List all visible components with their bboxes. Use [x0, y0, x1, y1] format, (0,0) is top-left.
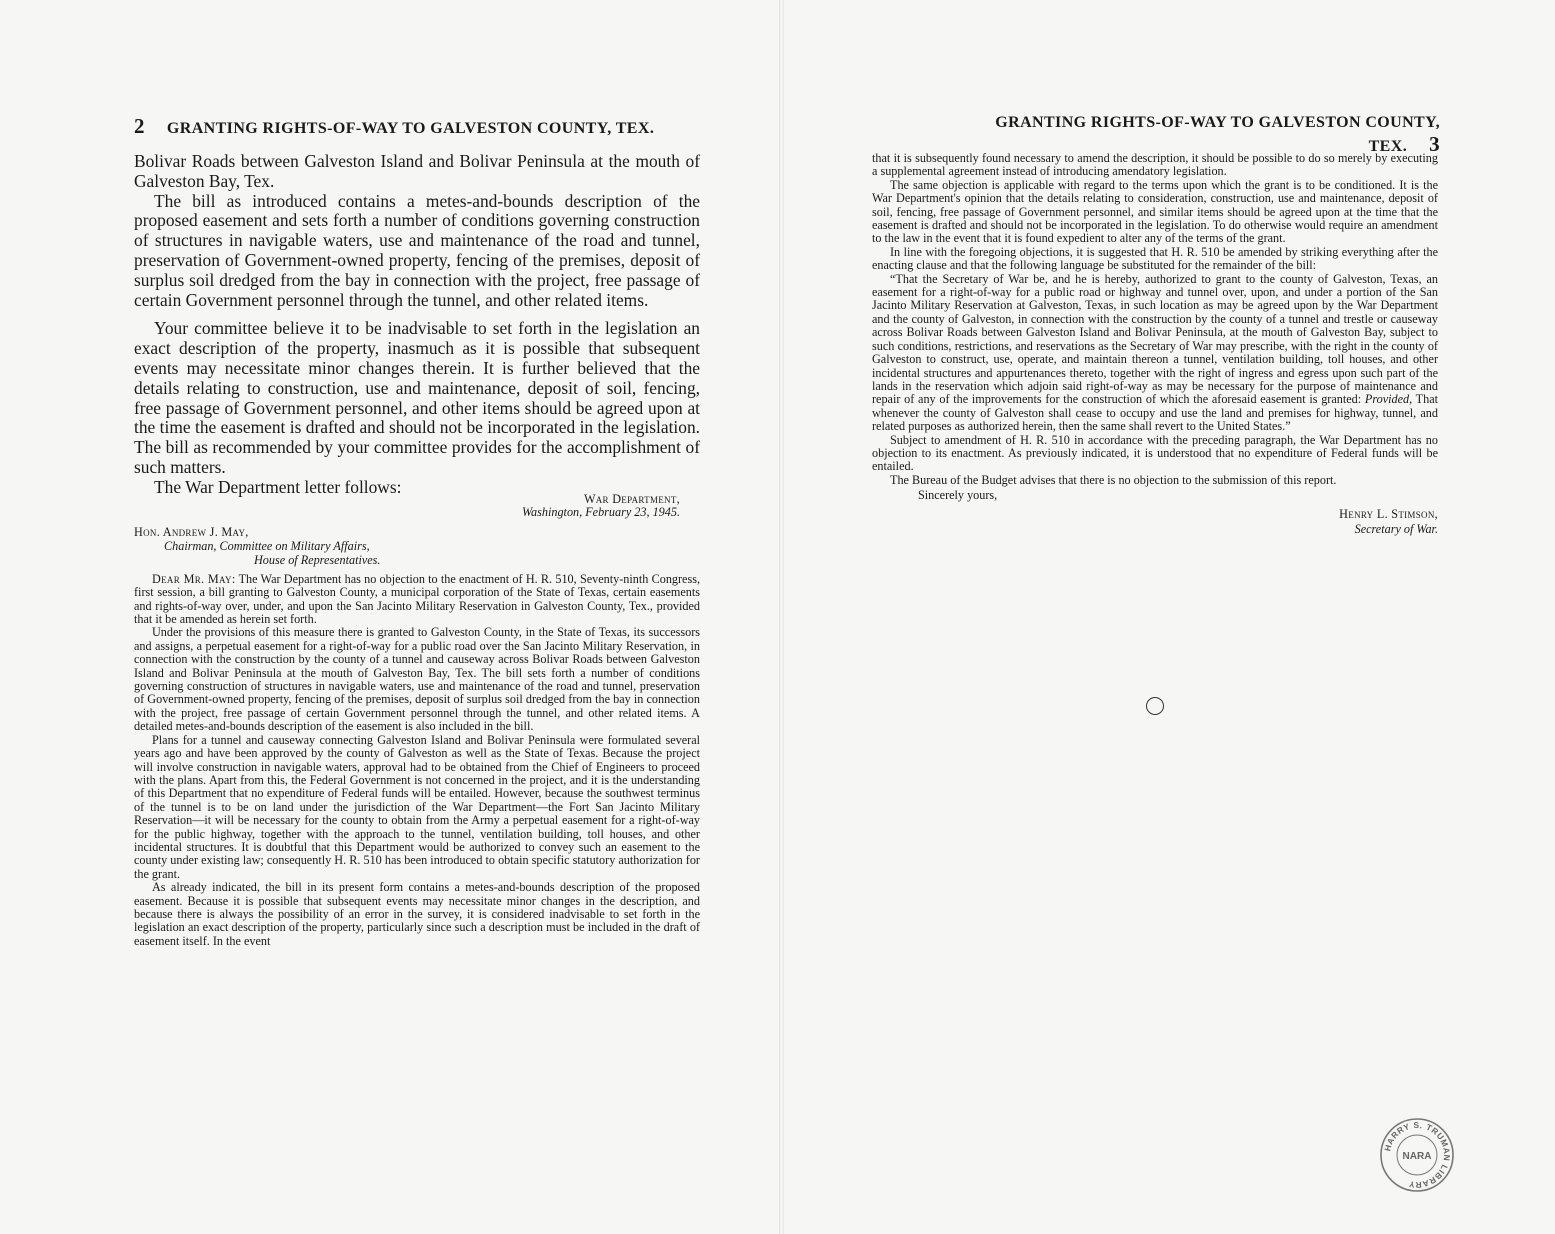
- letter-address: [134, 525, 700, 567]
- committee-report-text: [134, 152, 700, 498]
- letter-closing: Sincerely yours,: [918, 488, 998, 503]
- left-page-number: 2: [134, 114, 145, 138]
- letter-paragraph: Subject to amendment of H. R. 510 in accordance with the preceding paragraph, the War Department has no objection to its enactment. As previously indicated, it is understood that no expenditure of Federal funds will be entailed.: [872, 432, 1438, 474]
- letter-paragraph: As already indicated, the bill in its present form contains a metes-and-bounds description of the proposed easement. Because it is possible that subsequent events may necessitate minor changes in the description, and because there is always the possibility of an error in the survey, it is considered inadvisable to set forth in the legislation an exact description of the property, particularly since such a description must be included in the draft of easement itself. In the event: [134, 880, 700, 948]
- left-running-title: GRANTING RIGHTS-OF-WAY TO GALVESTON COUNTY, TEX.: [166, 120, 655, 137]
- letter-paragraph: that it is subsequently found necessary to amend the description, it should be possible to do so merely by executing a supplemental agreement instead of introducing amendatory legislation.: [872, 151, 1438, 179]
- addressee-body: House of Representatives.: [254, 552, 381, 567]
- salutation: Dear Mr. May:: [152, 571, 236, 586]
- report-paragraph: The War Department letter follows:: [154, 476, 402, 497]
- addressee-name: Hon. Andrew J. May,: [134, 524, 249, 539]
- letter-paragraph: In line with the foregoing objections, it is suggested that H. R. 510 be amended by striking everything after the enacting clause and that the following language be substituted for the remainder of the bill:: [872, 244, 1438, 273]
- page-gutter: [779, 0, 784, 1234]
- left-running-head: [134, 114, 714, 139]
- nara-library-stamp: [1378, 1116, 1456, 1194]
- proposed-language-quote: “That the Secretary of War be, and he is hereby, authorized to grant to the county of Galveston, Texas, an easement for a right-of-way for a public road or highway and tunnel over, upon, and under a portion of the San Jacinto Military Reservation at Galveston, Texas, in such location as may be agreed upon by the War Department and the county of Galveston, in connection with the construction by the county of a tunnel and trestle or causeway across Bolivar Roads between Galveston Island and Bolivar Peninsula, at the mouth of Galveston Bay, subject to such conditions, restrictions, and reservations as the Secretary of War may prescribe, with the right in the county of Galveston to construct, use, operate, and maintain thereon a tunnel, ventilation building, toll houses, and other incidental structures and appurtenances thereto, together with the right of ingress and egress upon such part of the lands in the reservation which adjoin said right-of-way as may be necessary for the purpose of maintenance and repair of any of the improvements for the construction of which the aforesaid easement is granted: Provided, That whenever the county of Galveston shall cease to occupy and use the land and premises for highway, tunnel, and related purposes as authorized herein, then the same shall revert to the United States.”: [872, 271, 1439, 434]
- letter-paragraph: Plans for a tunnel and causeway connecting Galveston Island and Bolivar Peninsula were formulated several years ago and have been approved by the county of Galveston as well as the State of Texas. Because the project will involve construction in navigable waters, approval had to be obtained from the Chief of Engineers to proceed with the plans. Apart from this, the Federal Government is not concerned in the project, and it is the understanding of this Department that no expenditure of Federal funds will be entailed. However, because the southwest terminus of the tunnel is to be on land under the jurisdiction of the War Department—the Fort San Jacinto Military Reservation—it will be necessary for the county to obtain from the Army a perpetual easement for a right-of-way for the public highway, together with the approach to the tunnel, ventilation building, toll houses, and other incidental structures. It is doubtful that this Department would be authorized to convey such an easement to the county under existing law; consequently H. R. 510 has been introduced to obtain specific statutory authorization for the grant.: [134, 732, 700, 881]
- letter-department: War Department,: [583, 492, 680, 506]
- right-page-number: 3: [1429, 132, 1440, 156]
- letter-dateline: Washington, February 23, 1945.: [522, 505, 680, 520]
- report-paragraph: The bill as introduced contains a metes-and-bounds description of the proposed easement and sets forth a number of conditions governing construction of structures in navigable waters, use and maintenance of the road and tunnel, preservation of Government-owned property, fencing of the premises, deposit of surplus soil dredged from the bay in connection with the project, free passage of certain Government personnel through the tunnel, and other related items.: [134, 190, 700, 310]
- war-department-letter: [134, 493, 700, 948]
- signer-title: Secretary of War.: [1354, 521, 1438, 536]
- circle-mark: [1146, 697, 1164, 715]
- report-paragraph: Your committee believe it to be inadvisable to set forth in the legislation an exact description of the property, inasmuch as it is possible that subsequent events may necessitate minor changes therein. It is further believed that the details relating to construction, use and maintenance, deposit of soil, fencing, free passage of Government personnel, and other items should be agreed upon at the time the easement is drafted and should not be incorporated in the legislation. The bill as recommended by your committee provides for the accomplishment of such matters.: [134, 318, 700, 477]
- letter-paragraph: Under the provisions of this measure there is granted to Galveston County, in the State of Texas, its successors and assigns, a perpetual easement for a right-of-way for a public road over the San Jacinto Military Reservation, in connection with the construction by the county of a tunnel and causeway across Bolivar Roads between Galveston Island and Bolivar Peninsula at the mouth of Galveston Bay, Tex. The bill sets forth a number of conditions governing construction of structures in navigable waters, use and maintenance of the road and tunnel, preservation of Government-owned property, fencing of the premises, deposit of surplus soil dredged from the bay in connection with the project, free passage of certain Government personnel through the tunnel, and other related items. A detailed metes-and-bounds description of the easement is also included in the bill.: [134, 625, 700, 734]
- letter-paragraph: Dear Mr. May: The War Department has no objection to the enactment of H. R. 510, Seventy-ninth Congress, first session, a bill granting to Galveston County, a municipal corporation of the State of Texas, certain easements and rights-of-way over, under, and upon the San Jacinto Military Reservation in Galveston County, Tex., provided that it be amended as herein set forth.: [134, 571, 701, 627]
- signature-block: [872, 507, 1438, 537]
- stamp-center-text: NARA: [1402, 1151, 1432, 1162]
- letter-paragraph: The same objection is applicable with regard to the terms upon which the grant is to be conditioned. It is the War Department's opinion that the details relating to consideration, construction, use and maintenance, deposit of soil, fencing, free passage of Government personnel, and similar items should be agreed upon at the time that the easement is drafted and should not be incorporated in the legislation. To do otherwise would require an amendment to the law in the event that it is found expedient to alter any of the terms of the grant.: [872, 177, 1438, 246]
- stamp-ring-text: HARRY S. TRUMAN LIBRARY: [1382, 1119, 1453, 1191]
- letter-paragraph: The Bureau of the Budget advises that there is no objection to the submission of this report.: [890, 472, 1337, 487]
- right-running-title: GRANTING RIGHTS-OF-WAY TO GALVESTON COUNTY, TEX.: [995, 114, 1440, 155]
- report-paragraph: Bolivar Roads between Galveston Island and Bolivar Peninsula at the mouth of Galveston Bay, Tex.: [134, 151, 700, 191]
- signer-name: Henry L. Stimson,: [1339, 506, 1438, 521]
- letter-continuation: [872, 152, 1438, 537]
- addressee-title: Chairman, Committee on Military Affairs,: [164, 538, 370, 553]
